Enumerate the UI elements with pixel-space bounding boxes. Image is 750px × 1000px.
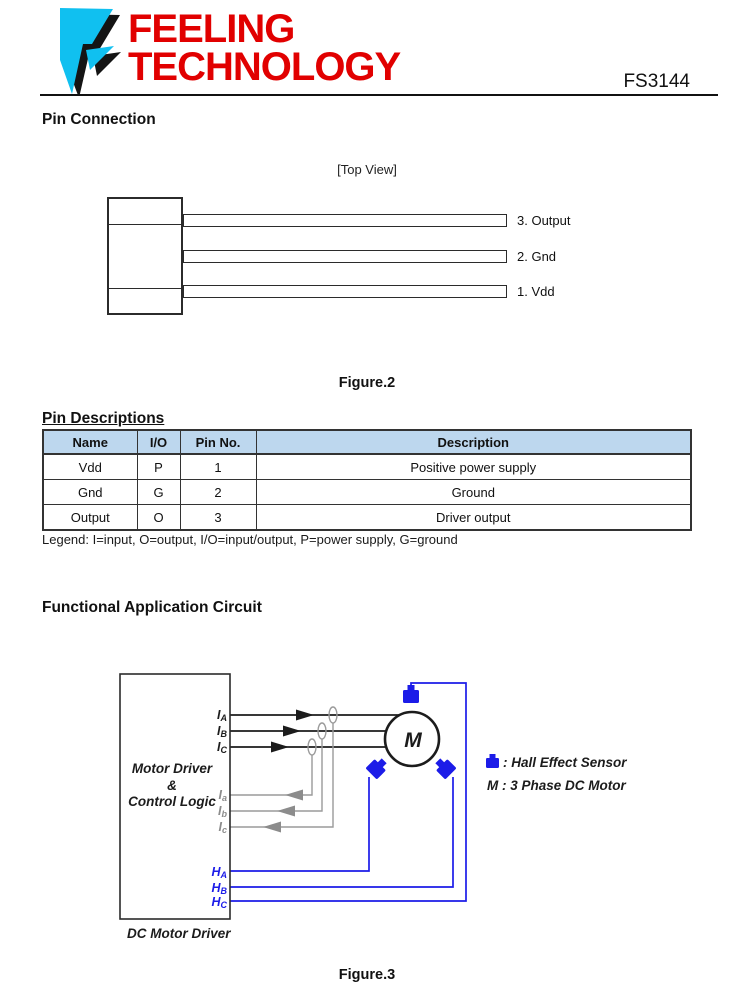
arrow-left-icon [277,806,295,817]
cell-pin-no: 1 [180,454,256,480]
top-view-label: [Top View] [337,162,397,177]
section-title-pin-connection: Pin Connection [42,111,156,128]
cell-io: O [137,505,180,531]
signal-label-phase-a: IA [217,708,227,723]
package-pin-3 [183,214,507,227]
figure2-caption: Figure.2 [338,375,396,391]
col-header-description: Description [256,430,691,454]
brand-name [128,7,401,89]
package-pin-1 [183,285,507,298]
pin-label-gnd: 2. Gnd [517,249,557,264]
hall-sensor-top-icon [403,685,419,703]
brand-line1: FEELING [128,7,295,51]
col-header-io: I/O [137,430,180,454]
signal-label-hall-b: HB [211,881,227,896]
signal-label-feedback-a: Ia [218,788,227,803]
package-pin-2 [183,250,507,263]
arrow-left-icon [285,790,303,801]
header-rule [40,94,718,96]
legend-hall-sensor-label: : Hall Effect Sensor [503,755,627,770]
arrow-left-icon [263,822,281,833]
driver-box-label-2: & [167,778,177,793]
arrow-right-icon [271,742,289,753]
pin-descriptions-table [42,429,692,531]
figure3-caption: Figure.3 [338,967,396,983]
driver-box-caption: DC Motor Driver [127,926,231,941]
motor-label: M [404,729,422,752]
cell-io: P [137,454,180,480]
hall-sensor-left-icon [365,755,389,779]
col-header-pin-no: Pin No. [180,430,256,454]
col-header-name: Name [43,430,137,454]
table-row [43,454,691,480]
wire-feedback-a [230,755,312,795]
signal-label-hall-a: HA [211,865,227,880]
legend-motor-label: M : 3 Phase DC Motor [487,778,626,793]
cell-name: Output [43,505,137,531]
cell-pin-no: 2 [180,480,256,505]
cell-description: Driver output [256,505,691,531]
package-divider-top [109,224,181,225]
pin-label-output: 3. Output [517,213,571,228]
legend-hall-sensor-icon [486,754,499,768]
section-title-application-circuit: Functional Application Circuit [42,599,262,616]
arrow-right-icon [283,726,301,737]
cell-description: Positive power supply [256,454,691,480]
package-body [107,197,183,315]
cell-description: Ground [256,480,691,505]
cell-pin-no: 3 [180,505,256,531]
driver-box-label-1: Motor Driver [131,761,213,776]
arrow-right-icon [296,710,314,721]
signal-label-feedback-b: Ib [218,804,227,819]
company-logo-icon [56,8,128,96]
cell-name: Gnd [43,480,137,505]
table-header-row [43,430,691,454]
table-row [43,480,691,505]
driver-box-label-3: Control Logic [128,794,216,809]
table-row [43,505,691,531]
application-circuit-diagram [0,655,750,965]
package-divider-bottom [109,288,181,289]
signal-label-phase-c: IC [217,740,227,755]
pin-label-vdd: 1. Vdd [517,284,555,299]
hall-sensor-right-icon [432,755,456,779]
part-number: FS3144 [623,71,690,92]
signal-label-hall-c: HC [211,895,227,910]
signal-label-feedback-c: Ic [218,820,227,835]
signal-label-phase-b: IB [217,724,227,739]
table-legend-note: Legend: I=input, O=output, I/O=input/output, P=power supply, G=ground [42,532,458,547]
cell-io: G [137,480,180,505]
section-title-pin-descriptions: Pin Descriptions [42,410,165,427]
brand-line2: TECHNOLOGY [128,45,401,89]
cell-name: Vdd [43,454,137,480]
